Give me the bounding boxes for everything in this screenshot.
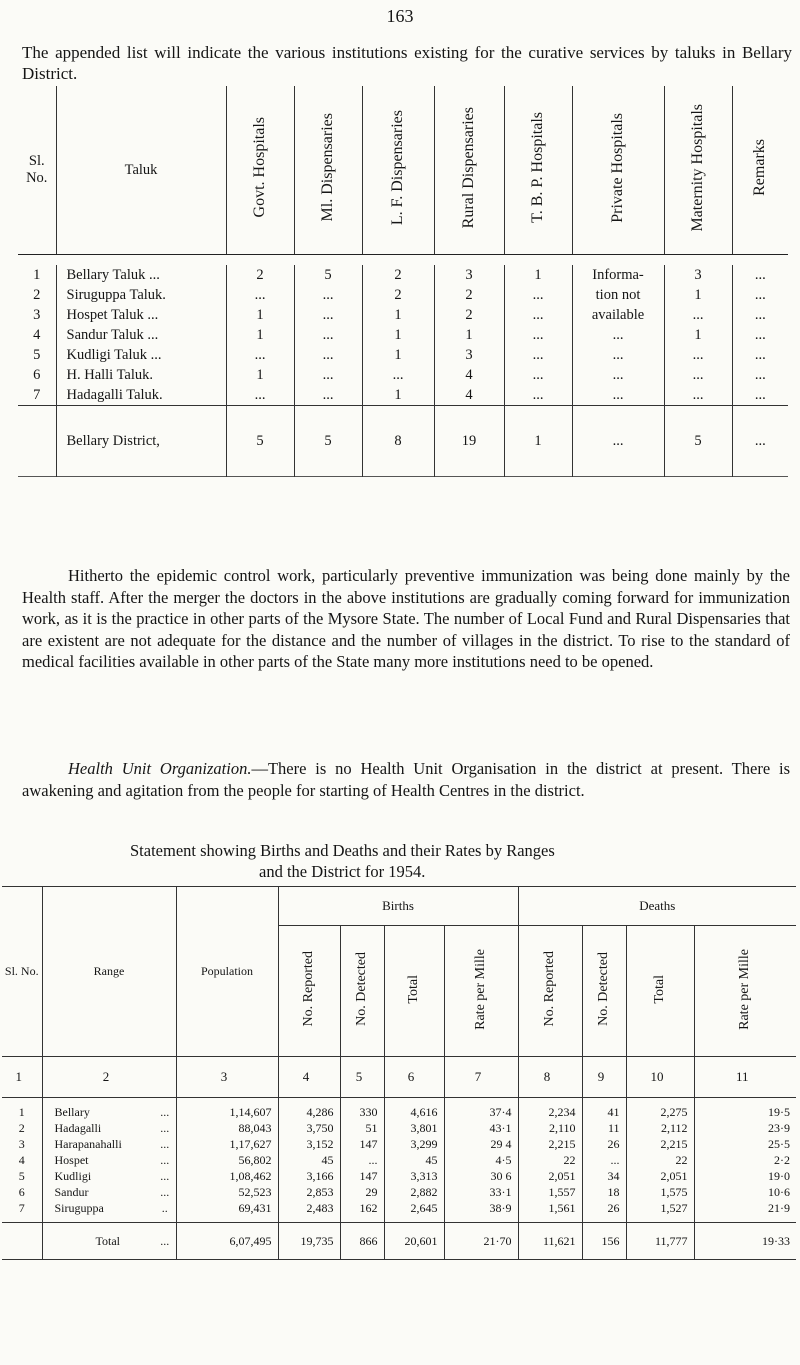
- header-births-total: Total: [384, 926, 444, 1057]
- total-row: Total ... 6,07,495 19,735 866 20,601 21·70 11,621 156 11,777 19·33: [2, 1223, 796, 1260]
- table-row: 6 Sandur ... 52,523 2,853 29 2,882 33·1 1,557 18 1,575 10·6: [2, 1184, 796, 1200]
- table-row: 1 Bellary Taluk ... 2 5 2 3 1 Informa- 3 ...: [18, 265, 788, 285]
- table-row: 4 Hospet ... 56,802 45 ... 45 4·5 22 ... 22 2·2: [2, 1152, 796, 1168]
- page-number: 163: [386, 6, 414, 26]
- header-deaths-reported: No. Reported: [518, 926, 582, 1057]
- statement-title: Statement showing Births and Deaths and their Rates by Ranges and the District for 1954.: [130, 841, 555, 881]
- header-population: Population: [176, 887, 278, 1057]
- intro-paragraph: The appended list will indicate the various institutions existing for the curative services by taluks in Bellary District.: [22, 43, 792, 83]
- header-deaths-rate: Rate per Mille: [694, 926, 796, 1057]
- table-row: 7 Hadagalli Taluk. ... ... 1 4 ... ... ... ...: [18, 385, 788, 406]
- table-row: 2 Hadagalli ... 88,043 3,750 51 3,801 43·1 2,110 11 2,112 23·9: [2, 1120, 796, 1136]
- health-unit-heading: Health Unit Organization.: [68, 759, 252, 778]
- header-maternity-hospitals: Maternity Hospitals: [664, 86, 732, 255]
- header-sl-no: Sl. No.: [18, 86, 56, 255]
- header-births-reported: No. Reported: [278, 926, 340, 1057]
- header-deaths-detected: No. Detected: [582, 926, 626, 1057]
- table-row: 1 Bellary ... 1,14,607 4,286 330 4,616 37·4 2,234 41 2,275 19·5: [2, 1098, 796, 1121]
- header-lf-dispensaries: L. F. Dispensaries: [362, 86, 434, 255]
- header-deaths: Deaths: [518, 887, 796, 926]
- table-row: 4 Sandur Taluk ... 1 ... 1 1 ... ... 1 ...: [18, 325, 788, 345]
- table-row: 5 Kudligi Taluk ... ... ... 1 3 ... ... ... ...: [18, 345, 788, 365]
- header-deaths-total: Total: [626, 926, 694, 1057]
- institutions-header-row: [18, 86, 788, 255]
- header-taluk: Taluk: [56, 86, 226, 255]
- header-births-detected: No. Detected: [340, 926, 384, 1057]
- header-births: Births: [278, 887, 518, 926]
- births-deaths-table: [2, 886, 796, 1260]
- header-sl-no: Sl. No.: [4, 964, 39, 978]
- header-private-hospitals: Private Hospitals: [572, 86, 664, 255]
- header-remarks: Remarks: [732, 86, 788, 255]
- health-unit-paragraph: [22, 758, 790, 801]
- header-ml-dispensaries: Ml. Dispensaries: [294, 86, 362, 255]
- immunization-paragraph: Hitherto the epidemic control work, particularly preventive immunization was being done mainly by the Health staff. After the merger the doctors in the above institutions are gradually coming forward for immunization work, as it is the practice in other parts of the Mysore State. The number of Local Fund and Rural Dispensaries that are existent are not adequate for the distance and the number of villages in the district. To rise to the standard of medical facilities available in other parts of the State many more institutions need to be opened.: [22, 566, 790, 671]
- header-rural-dispensaries: Rural Dispensaries: [434, 86, 504, 255]
- table-row: 6 H. Halli Taluk. 1 ... ... 4 ... ... ... ...: [18, 365, 788, 385]
- table-row: 3 Hospet Taluk ... 1 ... 1 2 ... available ... ...: [18, 305, 788, 325]
- institutions-table: [18, 86, 788, 477]
- column-number-row: 1 2 3 4 5 6 7 8 9 10 11: [2, 1057, 796, 1098]
- header-tbp-hospitals: T. B. P. Hospitals: [504, 86, 572, 255]
- table-row: 5 Kudligi ... 1,08,462 3,166 147 3,313 30 6 2,051 34 2,051 19·0: [2, 1168, 796, 1184]
- health-unit-text: —There is no Health Unit Organisation in the district at present. There is awakening and agitation from the people for starting of Health Centres in the district.: [22, 759, 791, 800]
- header-births-rate: Rate per Mille: [444, 926, 518, 1057]
- table-row: 3 Harapanahalli ... 1,17,627 3,152 147 3,299 29 4 2,215 26 2,215 25·5: [2, 1136, 796, 1152]
- table-row: 2 Siruguppa Taluk. ... ... 2 2 ... tion not 1 ...: [18, 285, 788, 305]
- total-row: Bellary District, 5 5 8 19 1 ... 5 ...: [18, 406, 788, 477]
- header-range: Range: [42, 887, 176, 1057]
- header-govt-hospitals: Govt. Hospitals: [226, 86, 294, 255]
- table-row: 7 Siruguppa .. 69,431 2,483 162 2,645 38·9 1,561 26 1,527 21·9: [2, 1200, 796, 1223]
